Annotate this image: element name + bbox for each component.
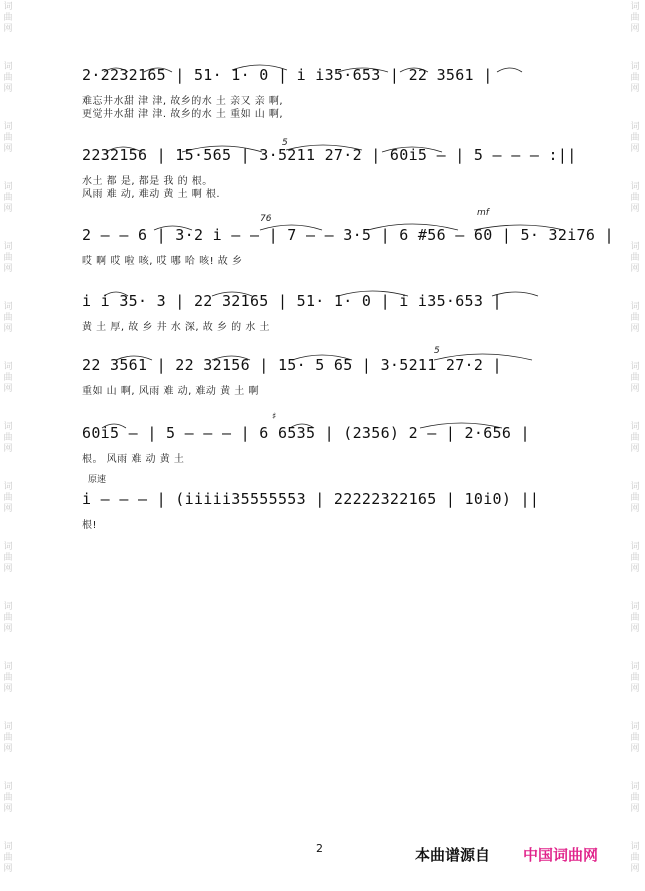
- page-number: 2: [316, 842, 323, 855]
- watermark-glyph: 网: [3, 264, 13, 274]
- watermark-glyph: 词: [3, 242, 13, 252]
- watermark-glyph: 曲: [3, 253, 13, 263]
- tempo-marking: 原速: [88, 475, 107, 485]
- watermark-glyph: 网: [3, 864, 13, 874]
- watermark-glyph: 网: [630, 324, 640, 334]
- watermark-glyph: 曲: [630, 73, 640, 83]
- watermark-glyph: 词: [3, 482, 13, 492]
- watermark-left: [2, 0, 16, 891]
- watermark-glyph: 网: [3, 804, 13, 814]
- watermark-glyph: 网: [630, 384, 640, 394]
- watermark-glyph: 曲: [630, 313, 640, 323]
- watermark-glyph: 网: [630, 744, 640, 754]
- watermark-glyph: 曲: [3, 73, 13, 83]
- watermark-glyph: 网: [630, 804, 640, 814]
- watermark-glyph: 网: [630, 684, 640, 694]
- lyrics-line-6: 根。 风雨 难 动 黄 土: [82, 454, 185, 465]
- score-line-3: [82, 208, 614, 270]
- watermark-glyph: 词: [3, 422, 13, 432]
- watermark-glyph: 网: [3, 504, 13, 514]
- watermark-glyph: 词: [630, 62, 640, 72]
- watermark-glyph: 曲: [3, 133, 13, 143]
- watermark-glyph: 曲: [3, 433, 13, 443]
- watermark-glyph: 曲: [630, 613, 640, 623]
- notes-line-4: i i 35· 3 | 22 32165 | 51· 1· 0 | i i35·653 |: [82, 292, 502, 310]
- watermark-glyph: 词: [3, 362, 13, 372]
- watermark-glyph: 曲: [630, 13, 640, 23]
- watermark-glyph: 词: [630, 782, 640, 792]
- watermark-glyph: 曲: [630, 493, 640, 503]
- watermark-glyph: 词: [3, 782, 13, 792]
- watermark-glyph: 网: [3, 24, 13, 34]
- watermark-glyph: 网: [630, 84, 640, 94]
- watermark-glyph: 网: [3, 204, 13, 214]
- watermark-glyph: 词: [630, 362, 640, 372]
- dynamic-mf: mf: [477, 208, 489, 218]
- watermark-glyph: 曲: [3, 793, 13, 803]
- watermark-glyph: 曲: [3, 673, 13, 683]
- watermark-glyph: 网: [3, 744, 13, 754]
- watermark-glyph: 曲: [3, 193, 13, 203]
- watermark-glyph: 网: [630, 144, 640, 154]
- score-line-5: [82, 346, 572, 400]
- watermark-glyph: 网: [630, 444, 640, 454]
- notes-line-2: 2232156 | 15·565 | 3·5211 27·2 | 60i5 – | 5 – – – :||: [82, 146, 577, 164]
- watermark-glyph: 曲: [630, 793, 640, 803]
- score-line-2: [82, 138, 577, 200]
- grace-note-5: 5: [282, 138, 288, 148]
- watermark-glyph: 曲: [3, 853, 13, 863]
- sharp-sign: ♯: [272, 412, 277, 422]
- notes-line-7: i – – – | (iiiii35555553 | 22222322165 | 10i0) ||: [82, 490, 540, 508]
- watermark-glyph: 曲: [630, 553, 640, 563]
- watermark-glyph: 网: [630, 264, 640, 274]
- watermark-glyph: 网: [630, 24, 640, 34]
- watermark-glyph: 网: [3, 384, 13, 394]
- watermark-glyph: 词: [630, 242, 640, 252]
- watermark-glyph: 曲: [630, 193, 640, 203]
- lyrics-line-5: 重如 山 啊, 风雨 难 动, 难动 黄 土 啊: [82, 386, 259, 397]
- lyrics-line-2-verse-2: 风雨 难 动, 难动 黄 土 啊 根.: [82, 189, 221, 200]
- watermark-glyph: 词: [3, 122, 13, 132]
- score-line-4: [82, 286, 572, 336]
- watermark-glyph: 网: [3, 684, 13, 694]
- notes-line-6: 60i5 – | 5 – – – | 6 6535 | (2356) 2 – | 2·656 |: [82, 424, 530, 442]
- watermark-glyph: 词: [630, 122, 640, 132]
- lyrics-line-1-verse-2: 更觉井水甜 津 津. 故乡的水 土 重如 山 啊,: [82, 109, 284, 120]
- lyrics-line-3: 哎 啊 哎 啦 咳, 哎 哪 哈 咳! 故 乡: [82, 256, 243, 267]
- watermark-glyph: 网: [3, 144, 13, 154]
- watermark-glyph: 网: [630, 564, 640, 574]
- watermark-glyph: 曲: [630, 673, 640, 683]
- notes-line-5: 22 3561 | 22 32156 | 15· 5 65 | 3·5211 27·2 |: [82, 356, 502, 374]
- watermark-glyph: 网: [630, 504, 640, 514]
- watermark-glyph: 曲: [630, 853, 640, 863]
- watermark-glyph: 词: [3, 842, 13, 852]
- watermark-glyph: 词: [630, 302, 640, 312]
- grace-note-76: 76: [260, 214, 272, 224]
- watermark-glyph: 词: [630, 482, 640, 492]
- score-line-1: [82, 60, 572, 120]
- watermark-glyph: 词: [3, 182, 13, 192]
- watermark-glyph: 网: [3, 444, 13, 454]
- watermark-glyph: 曲: [3, 733, 13, 743]
- notes-line-3: 2 – – 6 | 3·2 i – – | 7 – – 3·5 | 6 #56 – 60 | 5· 32i76 |: [82, 226, 614, 244]
- watermark-glyph: 网: [3, 324, 13, 334]
- watermark-glyph: 词: [630, 602, 640, 612]
- score-line-7: [82, 484, 572, 534]
- watermark-glyph: 网: [630, 864, 640, 874]
- source-label: 本曲谱源自: [415, 846, 491, 864]
- lyrics-line-1-verse-1: 难忘井水甜 津 津, 故乡的水 土 亲又 亲 啊,: [82, 96, 284, 107]
- watermark-glyph: 词: [630, 2, 640, 12]
- watermark-glyph: 曲: [630, 733, 640, 743]
- score-line-6: [82, 412, 572, 468]
- watermark-glyph: 词: [3, 602, 13, 612]
- watermark-glyph: 词: [630, 722, 640, 732]
- watermark-glyph: 网: [3, 624, 13, 634]
- lyrics-line-4: 黄 土 厚, 故 乡 井 水 深, 故 乡 的 水 土: [82, 322, 271, 333]
- watermark-glyph: 曲: [630, 253, 640, 263]
- watermark-glyph: 曲: [630, 133, 640, 143]
- watermark-glyph: 词: [630, 662, 640, 672]
- watermark-glyph: 词: [3, 62, 13, 72]
- watermark-glyph: 曲: [3, 13, 13, 23]
- watermark-glyph: 词: [3, 302, 13, 312]
- watermark-glyph: 曲: [3, 493, 13, 503]
- watermark-glyph: 词: [630, 542, 640, 552]
- watermark-right: [629, 0, 643, 891]
- watermark-glyph: 词: [3, 2, 13, 12]
- lyrics-line-2-verse-1: 水土 都 是, 都是 我 的 根。: [82, 176, 213, 187]
- watermark-glyph: 网: [3, 564, 13, 574]
- watermark-glyph: 曲: [3, 613, 13, 623]
- notes-line-1: 2·2232165 | 51· 1· 0 | i i35·653 | 22 3561 |: [82, 66, 493, 84]
- watermark-glyph: 曲: [630, 433, 640, 443]
- watermark-glyph: 词: [3, 542, 13, 552]
- watermark-glyph: 曲: [3, 553, 13, 563]
- watermark-glyph: 词: [630, 842, 640, 852]
- watermark-glyph: 网: [630, 204, 640, 214]
- watermark-glyph: 网: [630, 624, 640, 634]
- watermark-glyph: 曲: [3, 313, 13, 323]
- watermark-glyph: 曲: [3, 373, 13, 383]
- watermark-glyph: 词: [630, 422, 640, 432]
- watermark-glyph: 词: [3, 662, 13, 672]
- watermark-glyph: 词: [630, 182, 640, 192]
- watermark-glyph: 词: [3, 722, 13, 732]
- watermark-glyph: 曲: [630, 373, 640, 383]
- site-name-link[interactable]: 中国词曲网: [523, 846, 599, 864]
- lyrics-line-7: 根!: [82, 520, 98, 531]
- grace-note-5: 5: [434, 346, 440, 356]
- watermark-glyph: 网: [3, 84, 13, 94]
